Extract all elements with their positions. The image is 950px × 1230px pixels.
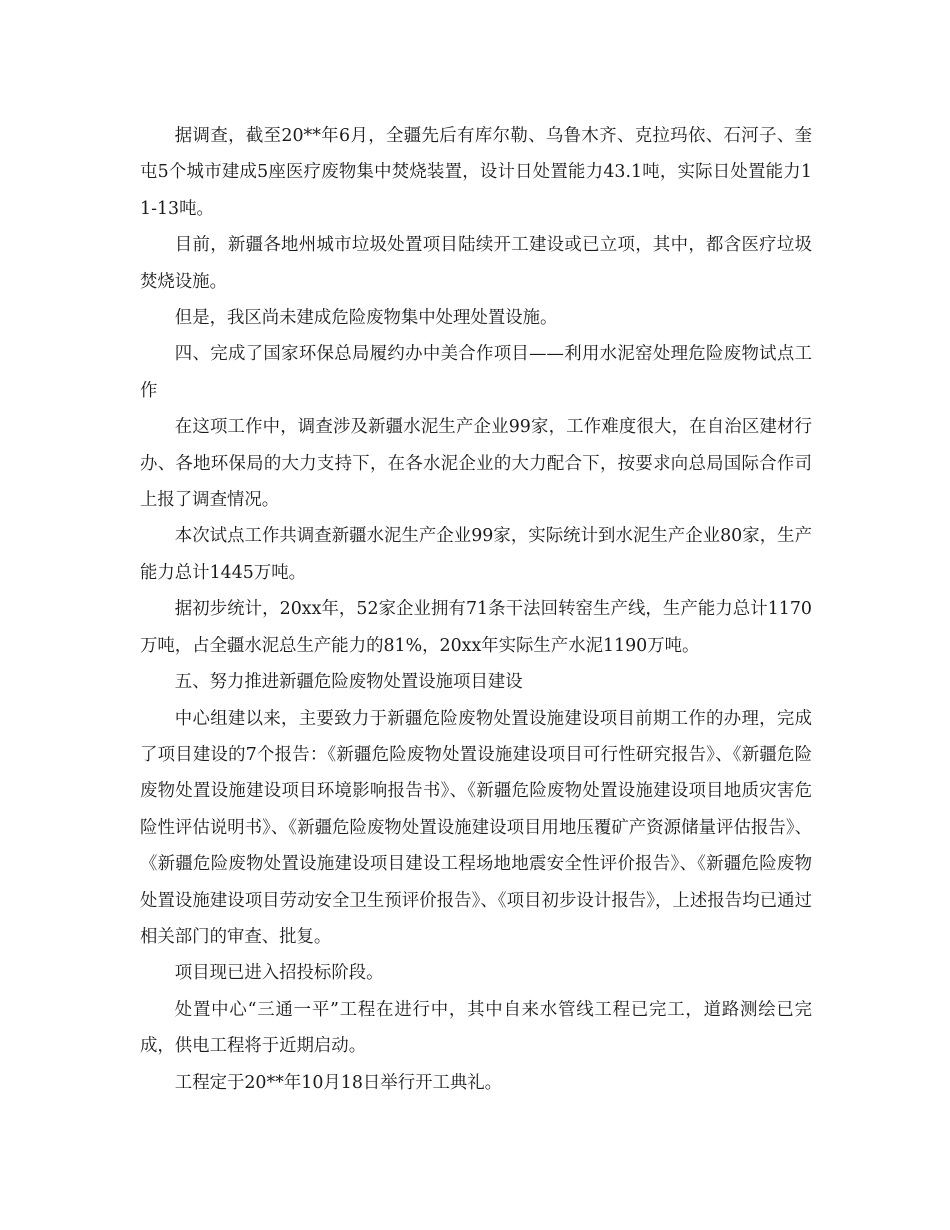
section-heading-four: 四、完成了国家环保总局履约办中美合作项目——利用水泥窑处理危险废物试点工作 <box>140 344 812 401</box>
paragraph-no-facility: 但是，我区尚未建成危险废物集中处理处置设施。 <box>174 308 558 329</box>
paragraph-survey-incinerators: 据调查，截至20**年6月，全疆先后有库尔勒、乌鲁木齐、克拉玛依、石河子、奎屯5个城市建成5座医疗废物集中焚烧装置，设计日处置能力43.1吨，实际日处置能力11-13吨。 <box>140 126 812 219</box>
document-body <box>140 118 812 1101</box>
paragraph-bidding-stage: 项目现已进入招投标阶段。 <box>174 963 384 984</box>
paragraph-municipal-projects: 目前，新疆各地州城市垃圾处置项目陆续开工建设或已立项，其中，都含医疗垃圾焚烧设施。 <box>140 235 812 292</box>
paragraph-cement-survey: 在这项工作中，调查涉及新疆水泥生产企业99家，工作难度很大，在自治区建材行办、各地环保局的大力支持下，在各水泥企业的大力配合下，按要求向总局国际合作司上报了调查情况。 <box>140 417 812 511</box>
paragraph-groundbreaking: 工程定于20**年10月18日举行开工典礼。 <box>174 1072 503 1093</box>
paragraph-reports-completed: 中心组建以来，主要致力于新疆危险废物处置设施建设项目前期工作的办理，完成了项目建设的7个报告：《新疆危险废物处置设施建设项目可行性研究报告》、《新疆危险废物处置设施建设项目环境影响报告书》、《新疆危险废物处置设施建设项目地质灾害危险性评估说明书》、《新疆危险废物处置设施建设项目用地压覆矿产资源储量评估报告》、《新疆危险废物处置设施建设项目建设工程场地地震安全性评价报告》、《新疆危险废物处置设施建设项目劳动安全卫生预评价报告》、《项目初步设计报告》，上述报告均已通过相关部门的审查、批复。 <box>140 708 812 947</box>
paragraph-preliminary-statistics: 据初步统计，20xx年，52家企业拥有71条干法回转窑生产线，生产能力总计1170万吨，占全疆水泥总生产能力的81%，20xx年实际生产水泥1190万吨。 <box>140 599 812 656</box>
paragraph-pilot-statistics: 本次试点工作共调查新疆水泥生产企业99家，实际统计到水泥生产企业80家，生产能力总计1445万吨。 <box>140 526 812 583</box>
paragraph-infrastructure: 处置中心“三通一平”工程在进行中，其中自来水管线工程已完工，道路测绘已完成，供电工程将于近期启动。 <box>140 999 812 1057</box>
section-heading-five: 五、努力推进新疆危险废物处置设施项目建设 <box>174 672 523 693</box>
